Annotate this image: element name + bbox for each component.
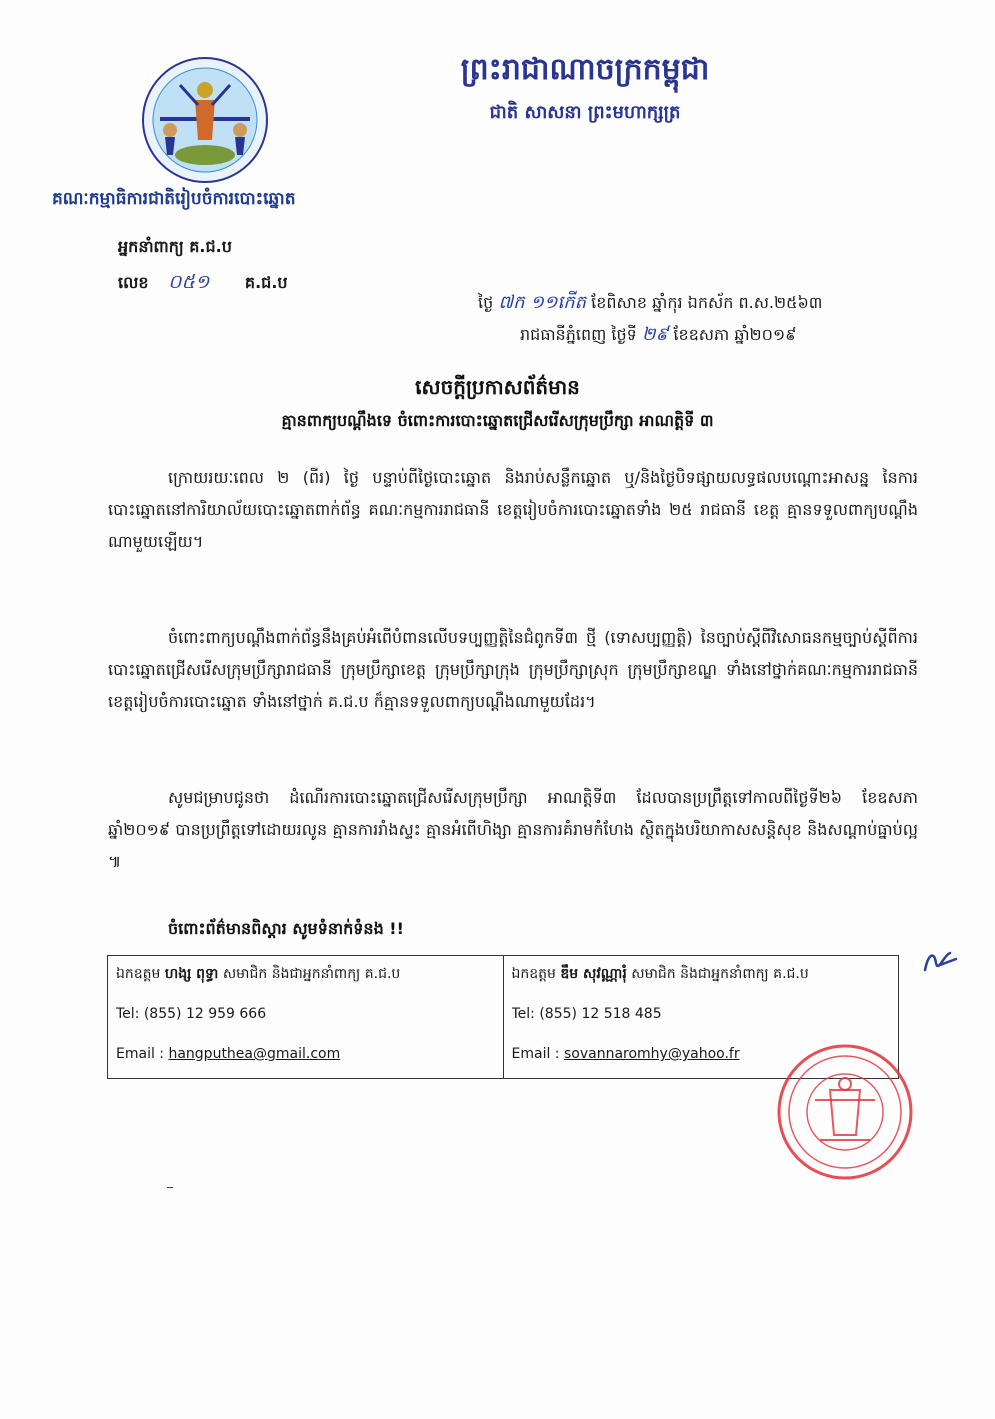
reference-number-line (118, 270, 288, 298)
paragraph-1 (108, 462, 918, 558)
lunar-date-rest: ខែពិសាខ ឆ្នាំកុរ ឯកស័ក ព.ស.២៥៦៣ (591, 293, 823, 312)
contact-2-email-link[interactable]: sovannaromhy@yahoo.fr (563, 1046, 740, 1062)
contact-2-name-row (512, 962, 891, 1002)
ref-label: លេខ (118, 273, 149, 292)
contact-1-name: ហង្ស ពុទ្ធា (164, 966, 219, 982)
contact-2-prefix: ឯកឧត្តម (511, 966, 556, 982)
lunar-date-handwritten: ៧ក ១១កើត (498, 292, 587, 313)
kingdom-title: ព្រះរាជាណាចក្រកម្ពុជា (460, 52, 710, 87)
paragraph-3 (108, 782, 918, 878)
paragraph-2-text: ចំពោះពាក្យបណ្តឹងពាក់ព័ន្ធនឹងគ្រប់អំពើបំពានលើបទប្បញ្ញត្តិនៃជំពូកទី៣ ថ្មី (ទោសប្បញ្ញត្តិ) នៃច្បាប់ស្តីពីវិសោធនកម្មច្បាប់ស្តីពីការបោះឆ្នោតជ្រើសរើសក្រុមប្រឹក្សារាជធានី ក្រុមប្រឹក្សាខេត្ត ក្រុមប្រឹក្សាក្រុង ក្រុមប្រឹក្សាស្រុក ក្រុមប្រឹក្សាខណ្ឌ ទាំងនៅថ្នាក់គណៈកម្មការរាជធានី ខេត្តរៀបចំការបោះឆ្នោត ទាំងនៅថ្នាក់ គ.ជ.ប ក៏គ្មានទទួលពាក្យបណ្តឹងណាមួយដែរ។ (108, 628, 918, 711)
solar-date-day: ២៩ (641, 324, 669, 345)
contact-cell-1 (108, 956, 503, 1078)
contact-1-role: សមាជិក និងជាអ្នកនាំពាក្យ គ.ជ.ប (222, 966, 401, 982)
contact-2-tel: Tel: (855) 12 518 485 (511, 1006, 662, 1022)
spokesperson-label: អ្នកនាំពាក្យ គ.ជ.ប (118, 237, 232, 256)
paragraph-1-text: ក្រោយរយៈពេល ២ (ពីរ) ថ្ងៃ បន្ទាប់ពីថ្ងៃបោះឆ្នោត និងរាប់សន្លឹកឆ្នោត ឬ/និងថ្ងៃបិទផ្សាយលទ្ធផលបណ្តោះអាសន្ន នៃការបោះឆ្នោតនៅការិយាល័យបោះឆ្នោតពាក់ព័ន្ធ គណៈកម្មការរាជធានី ខេត្តរៀបចំការបោះឆ្នោតទាំង ២៥ រាជធានី ខេត្ត គ្មានទទួលពាក្យបណ្តឹងណាមួយឡើយ។ (108, 468, 918, 551)
paragraph-2 (108, 622, 918, 718)
contact-1-prefix: ឯកឧត្តម (116, 966, 161, 982)
contact-2-email-label: Email : (511, 1046, 560, 1062)
nec-emblem-icon (140, 55, 270, 185)
closing-line: ចំពោះព័ត៌មានពិស្តារ សូមទំនាក់ទំនង !! (168, 919, 404, 938)
contact-1-email-link[interactable]: hangputhea@gmail.com (168, 1046, 341, 1062)
contact-2-role: សមាជិក និងជាអ្នកនាំពាក្យ គ.ជ.ប (631, 966, 809, 982)
ref-suffix: គ.ជ.ប (244, 273, 288, 292)
stray-mark (167, 1187, 173, 1188)
official-seal-icon (740, 1040, 950, 1180)
committee-name: គណៈកម្មាធិការជាតិរៀបចំការបោះឆ្នោត (52, 189, 296, 209)
contact-1-tel: Tel: (855) 12 959 666 (116, 1006, 267, 1022)
national-motto: ជាតិ សាសនា ព្រះមហាក្សត្រ (489, 102, 681, 123)
solar-date-prefix: រាជធានីភ្នំពេញ ថ្ងៃទី (520, 325, 637, 344)
contact-1-email-row (116, 1042, 495, 1082)
solar-date-line (520, 322, 796, 349)
paragraph-3-text: សូមជម្រាបជូនថា ដំណើរការបោះឆ្នោតជ្រើសរើសក្រុមប្រឹក្សា អាណត្តិទី៣ ដែលបានប្រព្រឹត្តទៅកាលពីថ្ងៃទី២៦ ខែឧសភា ឆ្នាំ២០១៩ បានប្រព្រឹត្តទៅដោយរលូន គ្មានការរាំងស្ទះ គ្មានអំពើហិង្សា គ្មានការគំរាមកំហែង ស្ថិតក្នុងបរិយាកាសសន្តិសុខ និងសណ្តាប់ធ្នាប់ល្អ ៕ (108, 788, 918, 871)
document-subtitle: គ្មានពាក្យបណ្តឹងទេ ចំពោះការបោះឆ្នោតជ្រើសរើសក្រុមប្រឹក្សា អាណត្តិទី ៣ (281, 411, 714, 430)
contact-1-email-label: Email : (116, 1046, 165, 1062)
lunar-date-prefix: ថ្ងៃ (478, 293, 494, 312)
lunar-date-line (478, 290, 822, 317)
ref-number: ០៥១ (168, 271, 210, 293)
contact-1-name-row (116, 962, 495, 1002)
solar-date-rest: ខែឧសភា ឆ្នាំ២០១៩ (673, 325, 797, 344)
handwritten-initials-icon (920, 945, 960, 975)
document-title: សេចក្តីប្រកាសព័ត៌មាន (415, 375, 580, 399)
contact-2-name: ឌឹម សុវណ្ណារុំ (560, 966, 627, 982)
